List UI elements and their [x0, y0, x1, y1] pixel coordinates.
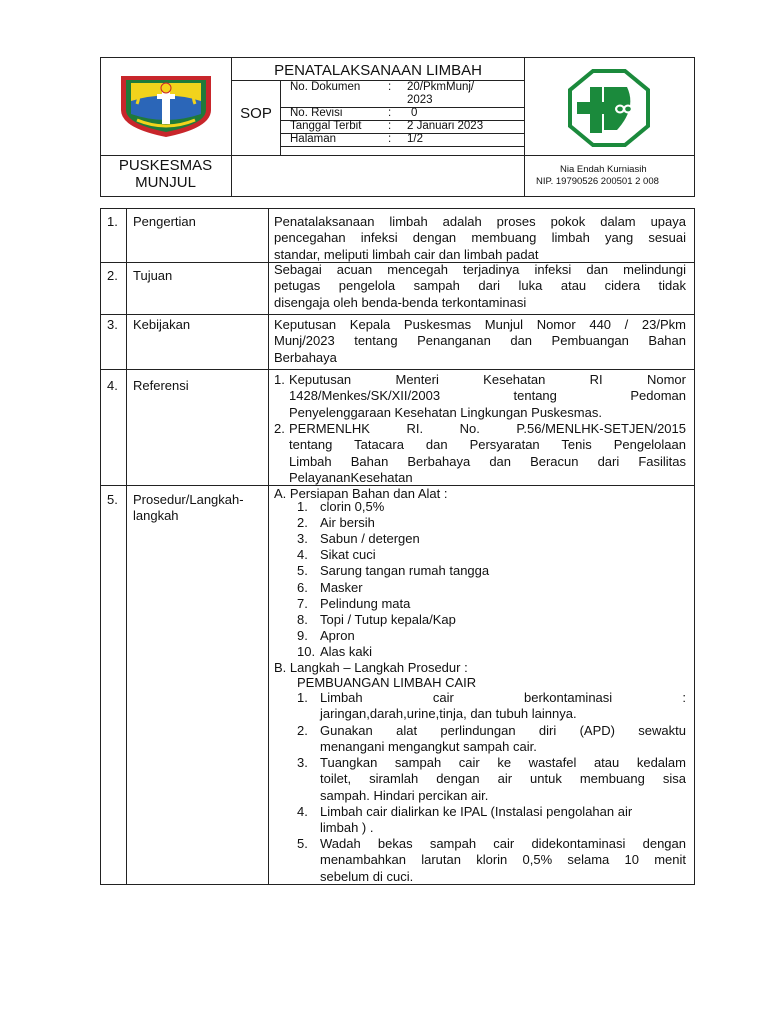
step-text-line: Tuangkan sampah cair ke wastafel atau kedalam — [320, 755, 686, 770]
field-label-issue-date: Tanggal Terbit — [290, 120, 362, 132]
step-text-line: menangani mengangkut sampah cair. — [320, 739, 537, 755]
section-label: Tujuan — [133, 268, 173, 283]
reference-text-line: tentang Tatacara dan Persyaratan Tenis Pengelolaan — [289, 437, 686, 453]
reference-text-line: PERMENLHK RI. No. P.56/MENLHK-SETJEN/2015 — [289, 421, 686, 436]
step-number: 5. — [297, 836, 308, 851]
field-value-issue-date: 2 Januari 2023 — [407, 120, 484, 132]
regional-emblem-logo — [117, 70, 215, 140]
section-label: langkah — [133, 508, 179, 523]
list-item: Sikat cuci — [320, 547, 376, 562]
doc-title: PENATALAKSANAAN LIMBAH — [274, 62, 482, 79]
reference-number: 2. — [274, 421, 285, 436]
section-number: 3. — [107, 317, 118, 332]
list-item: Air bersih — [320, 515, 375, 530]
org-name-line1: PUSKESMAS — [118, 157, 213, 174]
list-item: Pelindung mata — [320, 596, 411, 611]
list-item: Masker — [320, 580, 363, 595]
section-text-line: pencegahan infeksi dengan membuang limbah yang sesuai — [274, 230, 686, 246]
field-value-document-no: 20/PkmMunj/ — [407, 81, 475, 93]
list-item: Sabun / detergen — [320, 531, 420, 546]
step-number: 1. — [297, 690, 308, 705]
step-text-line: sampah. Hindari percikan air. — [320, 787, 489, 803]
list-item: clorin 0,5% — [320, 499, 385, 514]
section-label: Referensi — [133, 378, 189, 393]
section-text-line: disengaja oleh benda-benda terkontaminasi — [274, 294, 527, 310]
list-item-number: 10. — [297, 644, 316, 659]
section-text-line: Munj/2023 tentang Penanganan dan Pembuangan Bahan — [274, 333, 686, 349]
field-value-revision: 0 — [411, 107, 418, 119]
signer-name: Nia Endah Kurniasih — [560, 164, 647, 175]
section-number: 1. — [107, 214, 118, 229]
list-item-number: 8. — [297, 612, 308, 627]
list-item-number: 4. — [297, 547, 308, 562]
field-colon: : — [388, 81, 392, 93]
field-label-document-no: No. Dokumen — [290, 81, 361, 93]
list-item: Alas kaki — [320, 644, 373, 659]
section-text-line: standar, meliputi limbah cair dan limbah padat — [274, 246, 539, 262]
section-number: 5. — [107, 492, 118, 507]
step-text-line: Limbah cair berkontaminasi : — [320, 690, 686, 705]
step-number: 2. — [297, 723, 308, 738]
list-item-number: 6. — [297, 580, 308, 595]
step-text-line: jaringan,darah,urine,tinja, dan tubuh lainnya. — [320, 706, 577, 722]
reference-text-line: Keputusan Menteri Kesehatan RI Nomor — [289, 372, 686, 387]
list-item-number: 1. — [297, 499, 308, 514]
section-number: 4. — [107, 378, 118, 393]
reference-text-line: PelayananKesehatan — [289, 469, 413, 485]
section-text-line: petugas pengelola sampah dari luka atau cidera tidak — [274, 278, 686, 294]
reference-text-line: Limbah Bahan Berbahaya dan Beracun dari Fasilitas — [289, 453, 686, 469]
list-item-number: 2. — [297, 515, 308, 530]
section-text-line: Sebagai acuan mencegah terjadinya infeksi dan melindungi — [274, 262, 686, 277]
signer-nip: NIP. 19790526 200501 2 008 — [536, 176, 659, 187]
step-text-line: Gunakan alat perlindungan diri (APD) sewaktu — [320, 723, 686, 738]
list-item: Sarung tangan rumah tangga — [320, 563, 490, 578]
step-number: 4. — [297, 804, 308, 819]
reference-text-line: Penyelenggaraan Kesehatan Lingkungan Puskesmas. — [289, 404, 602, 420]
field-colon: : — [388, 120, 392, 132]
part-a-title: A. Persiapan Bahan dan Alat : — [274, 486, 448, 501]
section-label: Kebijakan — [133, 317, 191, 332]
section-label: Prosedur/Langkah- — [133, 492, 244, 507]
step-number: 3. — [297, 755, 308, 770]
list-item: Apron — [320, 628, 355, 643]
list-item-number: 5. — [297, 563, 308, 578]
section-label: Pengertian — [133, 214, 196, 229]
list-item-number: 3. — [297, 531, 308, 546]
section-text-line: Penatalaksanaan limbah adalah proses pokok dalam upaya — [274, 214, 686, 229]
field-value-document-no-year: 2023 — [407, 94, 433, 106]
step-text-line: sebelum di cuci. — [320, 868, 414, 884]
field-label-page: Halaman — [290, 133, 337, 145]
part-b-subtitle: PEMBUANGAN LIMBAH CAIR — [297, 675, 477, 690]
section-text-line: Berbahaya — [274, 349, 337, 365]
section-number: 2. — [107, 268, 118, 283]
list-item-number: 7. — [297, 596, 308, 611]
step-text-line: Wadah bekas sampah cair didekontaminasi dengan — [320, 836, 686, 851]
reference-number: 1. — [274, 372, 285, 387]
field-value-page: 1/2 — [407, 133, 423, 145]
part-b-title: B. Langkah – Langkah Prosedur : — [274, 660, 468, 675]
puskesmas-logo — [567, 68, 651, 148]
field-colon: : — [388, 133, 392, 145]
step-text-line: limbah ) . — [320, 820, 374, 836]
step-text-line: menambahkan larutan klorin 0,5% selama 10 menit — [320, 852, 686, 868]
org-name-line2: MUNJUL — [135, 174, 196, 191]
field-colon: : — [388, 107, 392, 119]
field-label-revision: No. Revisi — [290, 107, 343, 119]
reference-text-line: 1428/Menkes/SK/XII/2003 tentang Pedoman — [289, 388, 686, 404]
step-text-line: toilet, siramlah dengan air untuk membuang sisa — [320, 771, 686, 787]
step-text-line: Limbah cair dialirkan ke IPAL (Instalasi pengolahan air — [320, 804, 633, 819]
list-item: Topi / Tutup kepala/Kap — [320, 612, 456, 627]
list-item-number: 9. — [297, 628, 308, 643]
sop-label: SOP — [240, 105, 272, 122]
section-text-line: Keputusan Kepala Puskesmas Munjul Nomor 440 / 23/Pkm — [274, 317, 686, 332]
